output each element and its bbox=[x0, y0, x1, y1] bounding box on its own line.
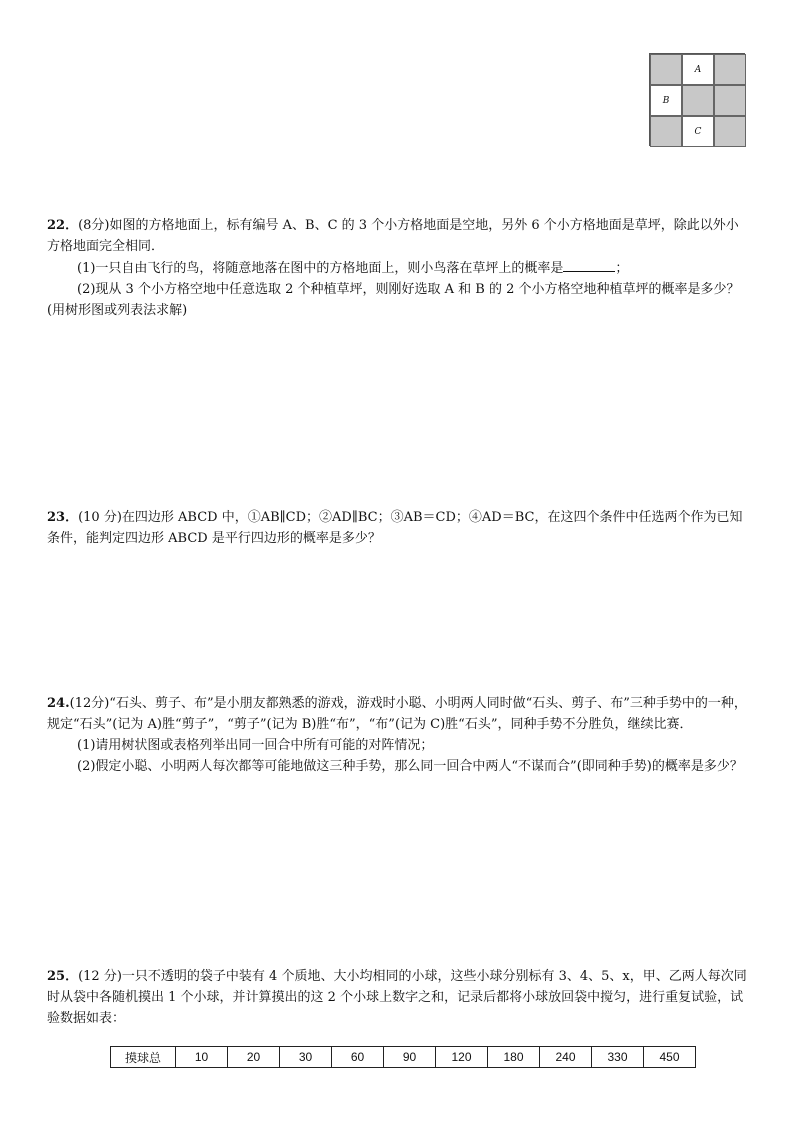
grid-cell-grass bbox=[650, 54, 682, 85]
question-22-stem bbox=[47, 215, 747, 257]
grid-cell-grass bbox=[714, 54, 746, 85]
table-cell: 90 bbox=[384, 1047, 436, 1068]
question-25 bbox=[47, 966, 747, 1029]
table-cell: 10 bbox=[176, 1047, 228, 1068]
question-25-stem bbox=[47, 966, 747, 1029]
table-row bbox=[111, 1047, 696, 1068]
question-number: 25． bbox=[47, 969, 79, 984]
question-22 bbox=[47, 215, 747, 321]
question-text: (12分)“石头、剪子、布”是小朋友都熟悉的游戏，游戏时小聪、小明两人同时做“石头、剪子、布”三种手势中的一种，规定“石头”(记为 A)胜“剪子”，“剪子”(记为 B)胜“布”，“布”(记为 C)胜“石头”，同种手势不分胜负，继续比赛． bbox=[47, 696, 747, 732]
question-24-part1: (1)请用树状图或表格列举出同一回合中所有可能的对阵情况； bbox=[77, 738, 434, 753]
question-text: (8分)如图的方格地面上，标有编号 A、B、C 的 3 个小方格地面是空地，另外 6 个小方格地面是草坪，除此以外小方格地面完全相同． bbox=[47, 218, 739, 254]
question-22-part2: (2)现从 3 个小方格空地中任意选取 2 个种植草坪，则刚好选取 A 和 B 的 2 个小方格空地种植草坪的概率是多少？(用树形图或列表法求解) bbox=[47, 282, 740, 318]
grid-cell-grass bbox=[714, 116, 746, 147]
grid-cell-grass bbox=[714, 85, 746, 116]
part-end: ； bbox=[615, 261, 629, 276]
square-grid-figure bbox=[649, 53, 745, 146]
table-cell: 30 bbox=[280, 1047, 332, 1068]
table-cell: 120 bbox=[436, 1047, 488, 1068]
question-22-part1 bbox=[47, 257, 747, 279]
table-cell: 20 bbox=[228, 1047, 280, 1068]
question-23 bbox=[47, 507, 747, 549]
grid-cell-b: B bbox=[650, 85, 682, 116]
grid-cell-grass bbox=[682, 85, 714, 116]
question-number: 22． bbox=[47, 218, 79, 233]
question-24-stem bbox=[47, 693, 747, 735]
question-number: 23． bbox=[47, 510, 79, 525]
grid-cell-grass bbox=[650, 116, 682, 147]
grid-cell-c: C bbox=[682, 116, 714, 147]
table-header-cell: 摸球总 bbox=[111, 1047, 176, 1068]
table-cell: 240 bbox=[540, 1047, 592, 1068]
table-cell: 180 bbox=[488, 1047, 540, 1068]
question-text: (10 分)在四边形 ABCD 中，①AB∥CD；②AD∥BC；③AB＝CD；④AD＝BC，在这四个条件中任选两个作为已知条件，能判定四边形 ABCD 是平行四边形的概率是多少？ bbox=[47, 510, 743, 546]
table-cell: 330 bbox=[592, 1047, 644, 1068]
question-24-part2: (2)假定小聪、小明两人每次都等可能地做这三种手势，那么同一回合中两人“不谋而合”(即同种手势)的概率是多少？ bbox=[77, 759, 743, 774]
experiment-data-table bbox=[110, 1046, 696, 1068]
question-number: 24. bbox=[47, 696, 70, 711]
table-cell: 450 bbox=[644, 1047, 696, 1068]
table-cell: 60 bbox=[332, 1047, 384, 1068]
question-text: (12 分)一只不透明的袋子中装有 4 个质地、大小均相同的小球，这些小球分别标有 3、4、5、x，甲、乙两人每次同时从袋中各随机摸出 1 个小球，并计算摸出的这 2 个小球上数字之和，记录后都将小球放回袋中搅匀，进行重复试验，试验数据如表： bbox=[47, 969, 747, 1026]
answer-blank[interactable] bbox=[563, 257, 615, 272]
question-23-stem bbox=[47, 507, 747, 549]
question-24 bbox=[47, 693, 747, 777]
part-text: (1)一只自由飞行的鸟，将随意地落在图中的方格地面上，则小鸟落在草坪上的概率是 bbox=[77, 261, 564, 276]
grid-cell-a: A bbox=[682, 54, 714, 85]
